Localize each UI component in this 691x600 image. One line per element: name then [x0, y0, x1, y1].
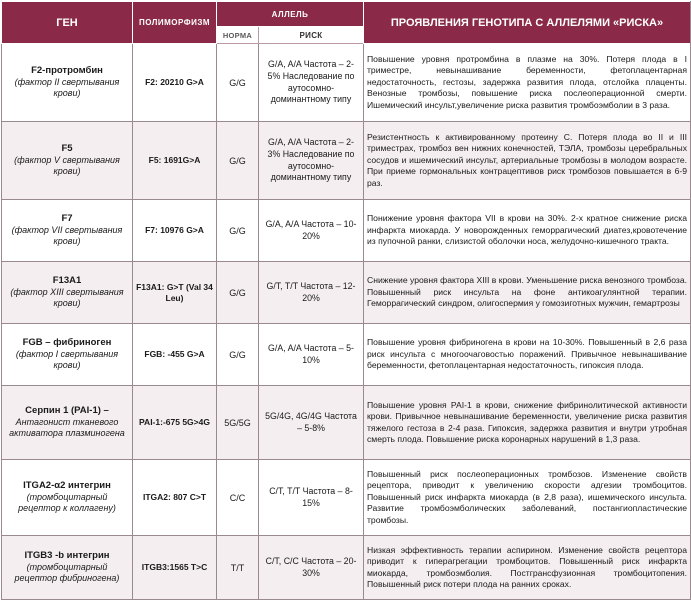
- gene-subtitle: (фактор II свертывания крови): [14, 76, 120, 99]
- header-manifestation: ПРОЯВЛЕНИЯ ГЕНОТИПА С АЛЛЕЛЯМИ «РИСКА»: [364, 2, 691, 44]
- polymorphism-cell: PAI-1:-675 5G>4G: [133, 386, 217, 460]
- norm-cell: T/T: [217, 536, 259, 600]
- gene-cell: [2, 200, 133, 262]
- gene-cell: [2, 460, 133, 536]
- header-allele: АЛЛЕЛЬ: [217, 2, 364, 27]
- description-cell: Понижение уровня фактора VII в крови на 30%. 2-х кратное снижение риска инфаркта миокарда. У новорожденных геморрагический диатез,кровотечение из пупочной ранки, слизистой оболочки носа, желудочно-кишечного тракта.: [364, 200, 691, 262]
- risk-cell: G/A, A/A Частота – 10-20%: [259, 200, 364, 262]
- table-row: [2, 262, 691, 324]
- gene-subtitle: (фактор V свертывания крови): [14, 154, 120, 177]
- description-cell: Повышенный риск послеоперационных тромбозов. Изменение свойств рецептора, приводит к увеличению скорости адгезии тромбоцитов. Повышенный риск инфаркта миокарда (в 2,8 раза), ишемического инсульта. Развитие тромбоэмболических заболеваний, постангиопластические тромбозы.: [364, 460, 691, 536]
- header-gene: ГЕН: [2, 2, 133, 44]
- risk-cell: 5G/4G, 4G/4G Частота – 5-8%: [259, 386, 364, 460]
- header-polymorphism: ПОЛИМОРФИЗМ: [133, 2, 217, 44]
- norm-cell: G/G: [217, 262, 259, 324]
- table-row: [2, 200, 691, 262]
- gene-subtitle: (тромбоцитарный рецептор к коллагену): [18, 491, 116, 514]
- table-row: [2, 536, 691, 600]
- table-row: [2, 324, 691, 386]
- table-row: [2, 460, 691, 536]
- description-cell: Повышение уровня фибриногена в крови на 10-30%. Повышенный в 2,6 раза риск инсульта с многоочаговостью поражений. Привычное невынашивание беременности, фетоплацентарная недостаточность, гипоксия плода.: [364, 324, 691, 386]
- norm-cell: G/G: [217, 200, 259, 262]
- gene-name: F13A1: [52, 275, 82, 287]
- gene-name: F5: [61, 143, 73, 155]
- norm-cell: G/G: [217, 122, 259, 200]
- gene-subtitle: (тромбоцитарный рецептор фибриногена): [14, 561, 120, 584]
- gene-cell: [2, 386, 133, 460]
- header-risk: РИСК: [259, 27, 364, 44]
- gene-subtitle: (фактор I свертывания крови): [15, 348, 119, 371]
- norm-cell: 5G/5G: [217, 386, 259, 460]
- risk-cell: G/A, A/A Частота – 2-3% Наследование по аутосомно-доминантному типу: [259, 122, 364, 200]
- polymorphism-cell: F2: 20210 G>A: [133, 44, 217, 122]
- risk-cell: C/T, T/T Частота – 8-15%: [259, 460, 364, 536]
- risk-cell: G/A, A/A Частота – 2-5% Наследование по аутосомно-доминантному типу: [259, 44, 364, 122]
- gene-subtitle: Антагонист тканевого активатора плазминогена: [9, 416, 125, 439]
- gene-name: ITGB3 -b интегрин: [24, 550, 110, 562]
- polymorphism-cell: ITGA2: 807 C>T: [133, 460, 217, 536]
- polymorphism-cell: F13A1: G>T (Val 34 Leu): [133, 262, 217, 324]
- description-cell: Повышение уровня протромбина в плазме на 30%. Потеря плода в I триместре, невынашивание беременности, фетоплацентарная недостаточность, гестозы, задержка развития плода, отслойка плаценты. Венозные тромбозы, повышение риска послеоперационной смерти. Ишемический инсульт,увеличение риска развития тромбоэмболии в 3 раза.: [364, 44, 691, 122]
- gene-cell: [2, 122, 133, 200]
- norm-cell: G/G: [217, 44, 259, 122]
- risk-cell: G/A, A/A Частота – 5-10%: [259, 324, 364, 386]
- gene-subtitle: (фактор VII свертывания крови): [11, 224, 123, 247]
- description-cell: Низкая эффективность терапии аспирином. Изменение свойств рецептора приводит к гиперагрегации тромбоцитов. Повышенный риск инфаркта миокарда, тромбоэмболия. Постгрансфузионная тромбоцитопения. Повышенный риск потери плода на ранних сроках.: [364, 536, 691, 600]
- description-cell: Резистентность к активированному протеину С. Потеря плода во II и III триместрах, тромбоз вен нижних конечностей, ТЭЛА, тромбозы церебральных сосудов и ишемический инсульт, артериальные тромбозы в молодом возрасте. При приеме гормональных контрацептивов риск тромбозов повышается в 6-9 раз.: [364, 122, 691, 200]
- gene-cell: [2, 262, 133, 324]
- gene-name: F2-протромбин: [31, 65, 103, 77]
- description-cell: Повышение уровня PAI-1 в крови, снижение фибринолитической активности крови. Привычное невынашивание беременности, увеличение риска развития тяжелого гестоза в 2-4 раза. Гипоксия, задержка развития и внутри утробная смерть плода. Повышение риска коронарных нарушений в 1,3 раза.: [364, 386, 691, 460]
- table-row: [2, 122, 691, 200]
- gene-name: ITGA2-α2 интегрин: [23, 480, 111, 492]
- description-cell: Снижение уровня фактора XIII в крови. Уменьшение риска венозного тромбоза. Повышенный риск инсульта на фоне антикоагулянтной терапии. Геморрагический синдром, олигоспермия у гомозиготных мужчин, гемартрозы: [364, 262, 691, 324]
- norm-cell: G/G: [217, 324, 259, 386]
- polymorphism-cell: FGB: -455 G>A: [133, 324, 217, 386]
- polymorphism-cell: F5: 1691G>A: [133, 122, 217, 200]
- gene-cell: [2, 44, 133, 122]
- header-norm: НОРМА: [217, 27, 259, 44]
- gene-cell: [2, 324, 133, 386]
- norm-cell: C/C: [217, 460, 259, 536]
- gene-cell: [2, 536, 133, 600]
- gene-subtitle: (фактор XIII свертывания крови): [10, 286, 124, 309]
- gene-name: Серпин 1 (PAI-1) –: [25, 405, 109, 417]
- table-row: [2, 386, 691, 460]
- polymorphism-cell: F7: 10976 G>A: [133, 200, 217, 262]
- risk-cell: G/T, T/T Частота – 12-20%: [259, 262, 364, 324]
- table-row: [2, 44, 691, 122]
- risk-cell: C/T, C/C Частота – 20-30%: [259, 536, 364, 600]
- gene-name: F7: [61, 213, 73, 225]
- genotype-table: [1, 1, 691, 600]
- polymorphism-cell: ITGB3:1565 T>C: [133, 536, 217, 600]
- gene-name: FGB – фибриноген: [22, 337, 112, 349]
